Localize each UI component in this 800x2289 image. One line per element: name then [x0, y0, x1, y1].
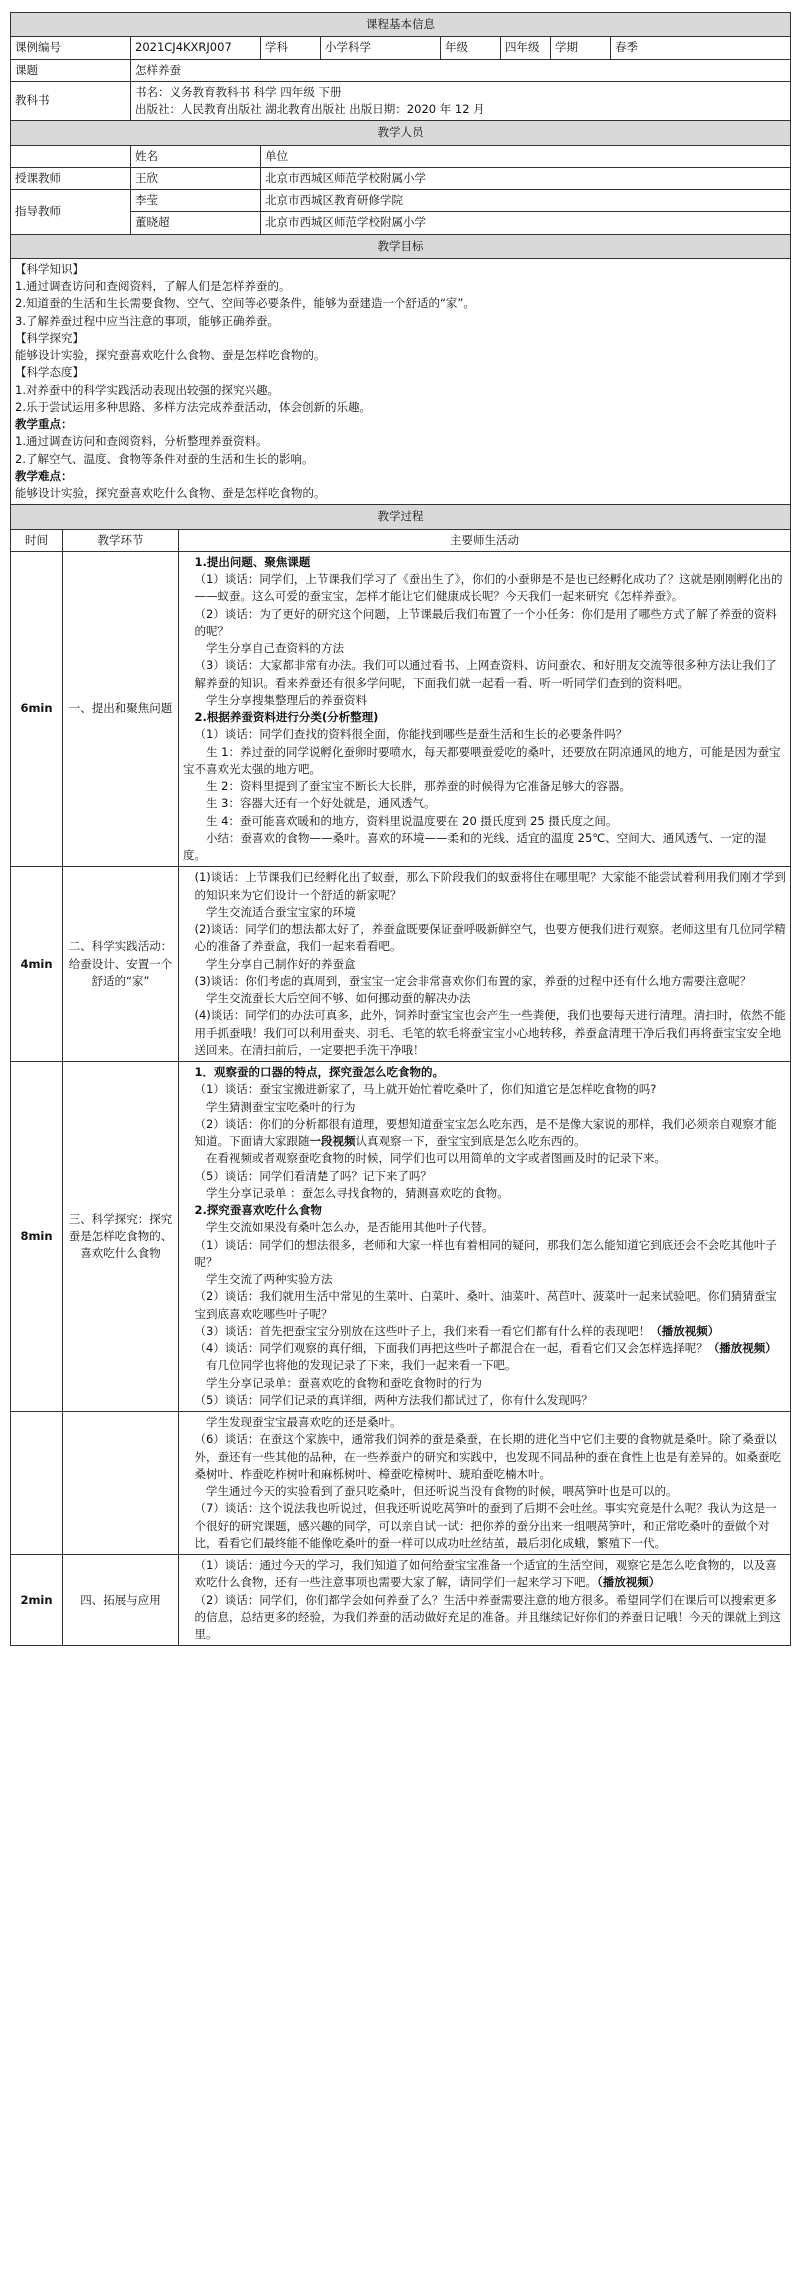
topic-label: 课题: [11, 59, 131, 81]
activity-paragraph: 小结：蚕喜欢的食物——桑叶。喜欢的环境——柔和的光线、适宜的温度 25℃、空间大、通风透气、一定的湿度。: [183, 830, 767, 862]
goal-line: 【科学探究】: [15, 330, 84, 345]
process-activity: [179, 1555, 791, 1646]
subject-value: 小学科学: [321, 37, 441, 59]
goals-content: [11, 258, 791, 505]
process-activity: [179, 551, 791, 867]
activity-paragraph: 学生分享自己制作好的养蚕盒: [206, 956, 356, 971]
activity-paragraph: （2）谈话：同学们，你们都学会如何养蚕了么？生活中养蚕需要注意的地方很多。希望同学们在课后可以搜索更多的信息，总结更多的经验，为我们养蚕的活动做好充足的准备。并且继续记好你们的养蚕日记哦！今天的课就上到这里。: [194, 1592, 781, 1641]
goal-line: 1.通过调查访问和查阅资料，了解人们是怎样养蚕的。: [15, 279, 291, 293]
activity-paragraph: 学生分享自己查资料的方法: [206, 641, 344, 655]
unit-header: 单位: [261, 145, 791, 167]
staff-name: 王欣: [131, 167, 261, 189]
process-time: 6min: [11, 551, 63, 867]
code-value: 2021CJ4KXRJ007: [131, 37, 261, 59]
goal-line: 能够设计实验，探究蚕喜欢吃什么食物、蚕是怎样吃食物的。: [15, 348, 326, 362]
staff-unit: 北京市西城区师范学校附属小学: [261, 167, 791, 189]
activity-paragraph: （5）谈话：同学们记录的真详细，两种方法我们都试过了，你有什么发现吗？: [194, 1392, 593, 1407]
activity-paragraph: 在看视频或者观察蚕吃食物的时候，同学们也可以用简单的文字或者图画及时的记录下来。: [206, 1151, 666, 1166]
grade-label: 年级: [441, 37, 501, 59]
activity-paragraph: 学生猜测蚕宝宝吃桑叶的行为: [206, 1099, 356, 1114]
name-header: 姓名: [131, 145, 261, 167]
emphasis-text: （播放视频）: [650, 1323, 720, 1338]
process-row: [11, 1555, 791, 1646]
activity-paragraph: 学生交流适合蚕宝宝家的环境: [206, 904, 356, 919]
activity-paragraph: 生 4：蚕可能喜欢暖和的地方，资料里说温度要在 20 摄氏度到 25 摄氏度之间。: [206, 813, 618, 828]
lesson-plan-table: [10, 12, 791, 1646]
emphasis-text: （播放视频）: [597, 1575, 661, 1590]
key-line: 1.通过调查访问和查阅资料，分析整理养蚕资料。: [15, 434, 268, 449]
activity-paragraph: （2）谈话：我们就用生活中常见的生菜叶、白菜叶、桑叶、油菜叶、莴苣叶、菠菜叶一起来试验吧。你们猜猜蚕宝宝到底喜欢吃哪些叶子呢？: [194, 1289, 777, 1321]
process-activity: [179, 1062, 791, 1412]
activity-paragraph: (4)谈话：同学们的办法可真多，此外，饲养时蚕宝宝也会产生一些粪便，我们也要每天进行清理。清扫时，依然不能用手抓蚕哦！我们可以利用蚕夹、羽毛、毛笔的软毛将蚕宝宝小心地转移，养蚕盒清理干净后我们再将蚕宝宝安全地送回来。在清扫前后，一定要把手洗干净哦！: [194, 1008, 786, 1057]
activity-paragraph: (1)谈话：上节课我们已经孵化出了蚁蚕，那么下阶段我们的蚁蚕将住在哪里呢？大家能不能尝试着利用我们刚才学到的知识来为它们设计一个舒适的新家呢？: [194, 870, 786, 902]
term-label: 学期: [551, 37, 611, 59]
section-process: 教学过程: [11, 505, 791, 529]
staff-blank: [11, 145, 131, 167]
book-label: 教科书: [11, 81, 131, 121]
goal-line: 1.对养蚕中的科学实践活动表现出较强的探究兴趣。: [15, 382, 279, 397]
process-activity: [179, 867, 791, 1062]
activity-paragraph: 学生分享搜集整理后的养蚕资料: [206, 692, 367, 707]
process-row: [11, 551, 791, 867]
activity-paragraph: 学生发现蚕宝宝最喜欢吃的还是桑叶。: [206, 1415, 402, 1429]
book-line-1: 书名：义务教育教科书 科学 四年级 下册: [135, 84, 342, 99]
activity-paragraph: （7）谈话：这个说法我也听说过，但我还听说吃莴笋叶的蚕到了后期不会吐丝。事实究竟是什么呢？我认为这是一个很好的研究课题，感兴趣的同学，可以亲自试一试：把你养的蚕分出来一组喂莴笋叶，和正常吃桑叶的蚕做个对比，看看它们最终能不能像吃桑叶的蚕一样可以成功吐丝结茧，最后羽化成蛾，繁殖下一代。: [194, 1501, 777, 1550]
activity-paragraph: （6）谈话：在蚕这个家族中，通常我们饲养的蚕是桑蚕，在长期的进化当中它们主要的食物就是桑叶。除了桑蚕以外，蚕还有一些其他的品种，在一些养蚕户的研究和实践中，也发现不同品种的蚕在食性上也是有差异的。如桑蚕吃桑树叶、柞蚕吃柞树叶和麻栎树叶、樟蚕吃樟树叶、琥珀蚕吃楠木叶。: [194, 1432, 781, 1481]
activity-paragraph: 2.探究蚕喜欢吃什么食物: [194, 1203, 322, 1217]
activity-paragraph: （2）谈话：为了更好的研究这个问题，上节课最后我们布置了一个小任务：你们是用了哪些方式了解了养蚕的资料的呢？: [194, 606, 777, 638]
teacher-label: 授课教师: [11, 167, 131, 189]
section-staff: 教学人员: [11, 121, 791, 145]
process-time: 8min: [11, 1062, 63, 1412]
activity-paragraph: （1）谈话：同学们查找的资料很全面，你能找到哪些是蚕生活和生长的必要条件吗？: [194, 727, 628, 742]
activity-paragraph: （1）谈话：同学们，上节课我们学习了《蚕出生了》，你们的小蚕卵是不是也已经孵化成功了？这就是刚刚孵化出的——蚁蚕。这么可爱的蚕宝宝，怎样才能让它们健康成长呢？今天我们一起来研究《怎样养蚕》。: [194, 572, 783, 604]
process-row: [11, 867, 791, 1062]
activity-paragraph: （1）谈话：蚕宝宝搬进新家了，马上就开始忙着吃桑叶了，你们知道它是怎样吃食物的吗?: [194, 1082, 657, 1097]
activity-paragraph: 学生交流了两种实验方法: [206, 1272, 333, 1286]
activity-paragraph: 生 1：养过蚕的同学说孵化蚕卵时要喷水，每天都要喂蚕爱吃的桑叶，还要放在阴凉通风的地方，可能是因为蚕宝宝不喜欢光太强的地方吧。: [183, 744, 781, 776]
difficulty-title: 教学难点：: [15, 468, 73, 483]
staff-unit: 北京市西城区教育研修学院: [261, 190, 791, 212]
activity-paragraph: 1.提出问题、聚焦课题: [194, 554, 311, 569]
key-line: 2.了解空气、温度、食物等条件对蚕的生活和生长的影响。: [15, 451, 314, 466]
subject-label: 学科: [261, 37, 321, 59]
activity-paragraph: 生 3：容器大还有一个好处就是，通风透气。: [206, 796, 436, 811]
col-activity-header: 主要师生活动: [179, 529, 791, 551]
activity-paragraph: 生 2：资料里提到了蚕宝宝不断长大长胖，那养蚕的时候得为它准备足够大的容器。: [206, 779, 631, 793]
activity-paragraph: 学生通过今天的实验看到了蚕只吃桑叶，但还听说当没有食物的时候，喂莴笋叶也是可以的。: [206, 1484, 678, 1498]
difficulty-line: 能够设计实验，探究蚕喜欢吃什么食物、蚕是怎样吃食物的。: [15, 486, 326, 500]
col-stage-header: 教学环节: [63, 529, 179, 551]
section-goals: 教学目标: [11, 234, 791, 258]
process-stage: [63, 1412, 179, 1555]
goal-line: 3.了解养蚕过程中应当注意的事项，能够正确养蚕。: [15, 313, 279, 328]
process-time: 2min: [11, 1555, 63, 1646]
topic-value: 怎样养蚕: [131, 59, 791, 81]
book-info: [131, 81, 791, 121]
process-activity: [179, 1412, 791, 1555]
activity-paragraph: （2）谈话：你们的分析都很有道理，要想知道蚕宝宝怎么吃东西，是不是像大家说的那样，我们必须亲自观察才能知道。下面请大家跟随一段视频认真观察一下，蚕宝宝到底是怎么吃东西的。: [194, 1116, 777, 1148]
section-basic-info: 课程基本信息: [11, 13, 791, 37]
mentor-label: 指导教师: [11, 190, 131, 235]
activity-paragraph: 2.根据养蚕资料进行分类(分析整理): [194, 710, 379, 724]
activity-paragraph: 1．观察蚕的口器的特点，探究蚕怎么吃食物的。: [194, 1065, 444, 1079]
key-title: 教学重点：: [15, 417, 73, 431]
book-line-2: 出版社：人民教育出版社 湖北教育出版社 出版日期：2020 年 12 月: [135, 102, 485, 116]
activity-paragraph: （1）谈话：同学们的想法很多，老师和大家一样也有着相同的疑问，那我们怎么能知道它到底还会不会吃其他叶子呢？: [194, 1237, 777, 1269]
goal-line: 2.乐于尝试运用多种思路、多样方法完成养蚕活动，体会创新的乐趣。: [15, 399, 371, 414]
activity-paragraph: （4）谈话：同学们观察的真仔细，下面我们再把这些叶子都混合在一起，看看它们又会怎样选择呢？（播放视频）: [194, 1341, 777, 1355]
process-row: [11, 1062, 791, 1412]
activity-paragraph: （1）谈话：通过今天的学习，我们知道了如何给蚕宝宝准备一个适宜的生活空间，观察它是怎么吃食物的，以及喜欢吃什么食物，还有一些注意事项也需要大家了解，请同学们一起来学习下吧。（播放视频）: [194, 1558, 777, 1590]
process-stage: 三、科学探究：探究蚕是怎样吃食物的、喜欢吃什么食物: [63, 1062, 179, 1412]
activity-paragraph: 有几位同学也将他的发现记录了下来，我们一起来看一下吧。: [206, 1358, 517, 1373]
process-time: 4min: [11, 867, 63, 1062]
code-label: 课例编号: [11, 37, 131, 59]
activity-paragraph: （5）谈话：同学们看清楚了吗？记下来了吗？: [194, 1168, 432, 1183]
activity-paragraph: 学生交流蚕长大后空间不够、如何挪动蚕的解决办法: [206, 991, 471, 1005]
activity-paragraph: 学生分享记录单：蚕喜欢吃的食物和蚕吃食物时的行为: [206, 1375, 482, 1390]
goal-line: 2.知道蚕的生活和生长需要食物、空气、空间等必要条件，能够为蚕建造一个舒适的“家”。: [15, 296, 475, 311]
process-time: [11, 1412, 63, 1555]
term-value: 春季: [611, 37, 791, 59]
emphasis-text: （播放视频）: [707, 1341, 777, 1355]
activity-paragraph: （3）谈话：大家都非常有办法。我们可以通过看书、上网查资料、访问蚕农、和好朋友交流等很多种方法让我们了解养蚕的知识。看来养蚕还有很多学问呢，下面我们就一起看一看、听一听同学们查到的资料吧。: [194, 658, 777, 690]
process-stage: 二、科学实践活动：给蚕设计、安置一个舒适的“家”: [63, 867, 179, 1062]
lesson-plan-document: [10, 12, 790, 1646]
grade-value: 四年级: [501, 37, 551, 59]
goal-line: 【科学知识】: [15, 261, 84, 276]
staff-name: 董晓超: [131, 212, 261, 234]
activity-paragraph: (2)谈话：同学们的想法都太好了，养蚕盒既要保证蚕呼吸新鲜空气，也要方便我们进行观察。老师这里有几位同学精心的准备了养蚕盒，我们一起来看看吧。: [194, 922, 786, 954]
activity-paragraph: 学生交流如果没有桑叶怎么办，是否能用其他叶子代替。: [206, 1220, 494, 1235]
process-stage: 四、拓展与应用: [63, 1555, 179, 1646]
goal-line: 【科学态度】: [15, 365, 84, 380]
staff-name: 李莹: [131, 190, 261, 212]
activity-paragraph: 学生分享记录单 ：蚕怎么寻找食物的，猜测喜欢吃的食物。: [206, 1185, 509, 1200]
activity-paragraph: (3)谈话：你们考虑的真周到，蚕宝宝一定会非常喜欢你们布置的家，养蚕的过程中还有什么地方需要注意呢？: [194, 973, 752, 988]
col-time-header: 时间: [11, 529, 63, 551]
process-stage: 一、提出和聚焦问题: [63, 551, 179, 867]
process-rows: [11, 551, 791, 1646]
activity-paragraph: （3）谈话：首先把蚕宝宝分别放在这些叶子上，我们来看一看它们都有什么样的表现吧！（播放视频）: [194, 1323, 720, 1338]
process-row: [11, 1412, 791, 1555]
emphasis-text: 一段视频: [309, 1134, 356, 1148]
staff-unit: 北京市西城区师范学校附属小学: [261, 212, 791, 234]
